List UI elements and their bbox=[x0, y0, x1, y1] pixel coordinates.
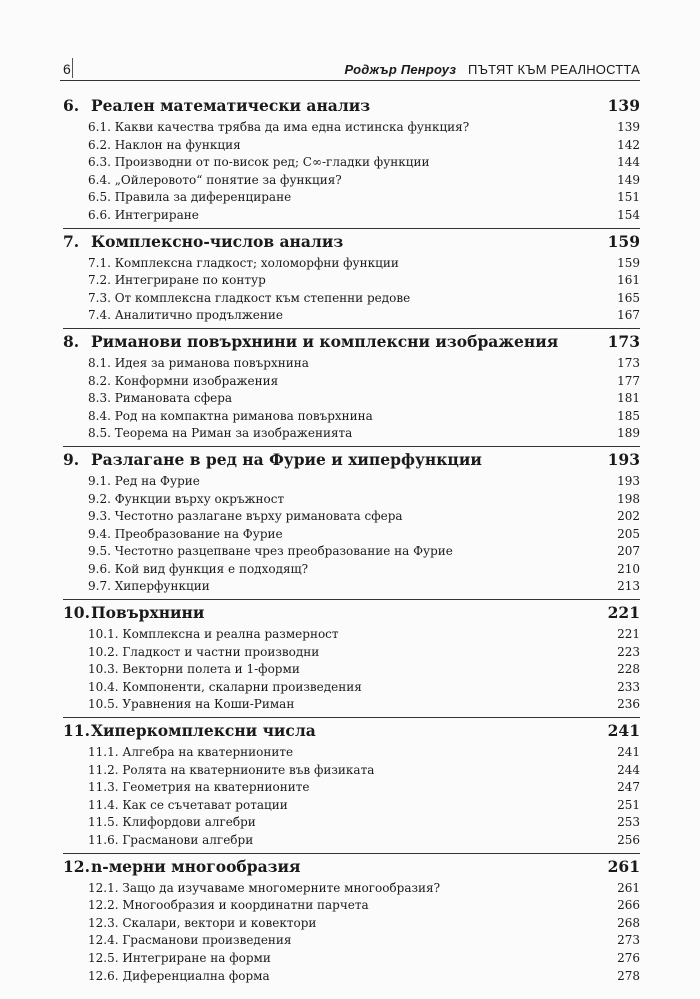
section-entry[interactable] bbox=[63, 744, 640, 762]
section-entry[interactable] bbox=[63, 644, 640, 662]
section-page-number: 173 bbox=[617, 355, 640, 370]
section-entry[interactable] bbox=[63, 915, 640, 933]
section-title: 6.5. Правила за диференциране bbox=[88, 190, 292, 205]
section-entry[interactable] bbox=[63, 119, 640, 137]
chapter-number: 12. bbox=[63, 856, 90, 876]
chapter-title: Разлагане в ред на Фурие и хиперфункции bbox=[91, 449, 482, 469]
section-title: 8.2. Конформни изображения bbox=[88, 373, 279, 388]
section-entry[interactable] bbox=[63, 932, 640, 950]
chapter-number: 11. bbox=[63, 721, 90, 741]
section-page-number: 151 bbox=[617, 190, 640, 205]
chapter-title: Реален математически анализ bbox=[91, 96, 371, 115]
section-page-number: 161 bbox=[617, 273, 640, 288]
section-page-number: 154 bbox=[617, 207, 640, 222]
page-header bbox=[0, 0, 700, 90]
chapter-title-group bbox=[63, 329, 558, 355]
running-head-author: Роджър Пенроуз bbox=[344, 62, 457, 77]
section-entry[interactable] bbox=[63, 762, 640, 780]
section-entry[interactable] bbox=[63, 172, 640, 190]
section-title: 6.2. Наклон на функция bbox=[88, 137, 241, 152]
section-title: 8.4. Род на компактна риманова повърхнина bbox=[88, 408, 373, 423]
section-page-number: 223 bbox=[617, 644, 640, 659]
section-entry[interactable] bbox=[63, 390, 640, 408]
toc-chapter bbox=[63, 93, 640, 225]
section-entry[interactable] bbox=[63, 880, 640, 898]
toc-chapter bbox=[63, 446, 640, 596]
section-title: 8.5. Теорема на Риман за изображенията bbox=[88, 426, 353, 441]
section-title: 7.3. От комплексна гладкост към степенни редове bbox=[88, 290, 411, 305]
section-title: 9.2. Функции върху окръжност bbox=[88, 491, 285, 506]
section-page-number: 213 bbox=[617, 579, 640, 594]
section-page-number: 165 bbox=[617, 290, 640, 305]
section-entry[interactable] bbox=[63, 290, 640, 308]
section-page-number: 181 bbox=[617, 391, 640, 406]
section-entry[interactable] bbox=[63, 154, 640, 172]
section-title: 10.1. Комплексна и реална размерност bbox=[88, 627, 339, 642]
section-entry[interactable] bbox=[63, 832, 640, 850]
section-entry[interactable] bbox=[63, 797, 640, 815]
section-entry[interactable] bbox=[63, 473, 640, 491]
section-title: 9.6. Кой вид функция е подходящ? bbox=[88, 561, 309, 576]
chapter-title-group bbox=[63, 600, 204, 626]
section-page-number: 256 bbox=[617, 833, 640, 847]
section-page-number: 241 bbox=[617, 745, 640, 760]
section-page-number: 207 bbox=[617, 544, 640, 559]
chapter-page-number: 173 bbox=[607, 331, 640, 351]
section-title: 12.4. Грасманови произведения bbox=[88, 933, 292, 948]
section-entry[interactable] bbox=[63, 255, 640, 273]
section-entry[interactable] bbox=[63, 543, 640, 561]
section-page-number: 261 bbox=[617, 880, 640, 895]
section-title: 11.4. Как се съчетават ротации bbox=[88, 797, 288, 812]
section-entry[interactable] bbox=[63, 679, 640, 697]
chapter-heading[interactable] bbox=[63, 93, 640, 119]
section-entry[interactable] bbox=[63, 373, 640, 391]
section-page-number: 202 bbox=[617, 509, 640, 524]
chapter-title: Риманови повърхнини и комплексни изображения bbox=[91, 331, 559, 351]
section-entry[interactable] bbox=[63, 950, 640, 968]
section-title: 7.1. Комплексна гладкост; холоморфни функции bbox=[88, 255, 399, 270]
toc-chapter bbox=[63, 599, 640, 714]
section-title: 9.5. Честотно разцепване чрез преобразование на Фурие bbox=[88, 544, 453, 559]
section-title: 11.5. Клифордови алгебри bbox=[88, 815, 256, 830]
section-page-number: 167 bbox=[617, 308, 640, 323]
section-title: 6.6. Интегриране bbox=[88, 207, 199, 222]
chapter-title-group bbox=[63, 854, 301, 880]
section-entry[interactable] bbox=[63, 307, 640, 325]
section-title: 10.5. Уравнения на Коши-Риман bbox=[88, 697, 295, 712]
chapter-page-number: 193 bbox=[607, 449, 640, 469]
section-page-number: 233 bbox=[617, 679, 640, 694]
section-title: 10.4. Компоненти, скаларни произведения bbox=[88, 679, 362, 694]
section-entry[interactable] bbox=[63, 626, 640, 644]
section-entry[interactable] bbox=[63, 578, 640, 596]
section-entry[interactable] bbox=[63, 137, 640, 155]
section-entry[interactable] bbox=[63, 355, 640, 373]
section-page-number: 247 bbox=[617, 780, 640, 795]
section-title: 12.2. Многообразия и координатни парчета bbox=[88, 898, 369, 913]
section-page-number: 236 bbox=[617, 697, 640, 712]
section-title: 6.1. Какви качества трябва да има една истинска функция? bbox=[88, 120, 470, 134]
section-entry[interactable] bbox=[63, 272, 640, 290]
chapter-title-group bbox=[63, 229, 343, 255]
chapter-title: Хиперкомплексни числа bbox=[91, 721, 316, 741]
section-page-number: 149 bbox=[617, 172, 640, 187]
section-page-number: 189 bbox=[617, 426, 640, 441]
section-title: 9.4. Преобразование на Фурие bbox=[88, 526, 283, 541]
section-title: 10.2. Гладкост и частни производни bbox=[88, 644, 320, 659]
chapter-page-number: 241 bbox=[607, 721, 640, 741]
section-title: 10.3. Векторни полета и 1-форми bbox=[88, 662, 300, 677]
chapter-number: 6. bbox=[63, 96, 80, 115]
section-page-number: 244 bbox=[617, 762, 640, 777]
section-title: 12.5. Интегриране на форми bbox=[88, 950, 271, 965]
section-page-number: 142 bbox=[617, 137, 640, 152]
section-title: 7.2. Интегриране по контур bbox=[88, 273, 266, 288]
chapter-heading[interactable] bbox=[63, 447, 640, 473]
section-page-number: 228 bbox=[617, 662, 640, 677]
header-rule bbox=[60, 80, 640, 81]
section-page-number: 268 bbox=[617, 915, 640, 930]
section-title: 6.4. „Ойлеровото“ понятие за функция? bbox=[88, 172, 342, 187]
section-title: 7.4. Аналитично продължение bbox=[88, 308, 283, 323]
toc-chapter bbox=[63, 328, 640, 443]
section-title: 9.1. Ред на Фурие bbox=[88, 473, 200, 488]
chapter-number: 7. bbox=[63, 231, 80, 251]
section-entry[interactable] bbox=[63, 696, 640, 714]
section-title: 6.3. Производни от по-висок ред; C∞-гладки функции bbox=[88, 155, 430, 170]
section-entry[interactable] bbox=[63, 491, 640, 509]
section-title: 11.2. Ролята на кватернионите във физиката bbox=[88, 762, 375, 777]
section-entry[interactable] bbox=[63, 897, 640, 915]
section-entry[interactable] bbox=[63, 526, 640, 544]
section-title: 12.1. Защо да изучаваме многомерните многообразия? bbox=[88, 880, 441, 895]
section-page-number: 221 bbox=[617, 627, 640, 642]
running-head bbox=[344, 62, 640, 77]
section-page-number: 159 bbox=[617, 255, 640, 270]
section-entry[interactable] bbox=[63, 408, 640, 426]
section-title: 9.7. Хиперфункции bbox=[88, 579, 210, 594]
running-head-title: ПЪТЯТ КЪМ РЕАЛНОСТТА bbox=[468, 62, 640, 77]
section-entry[interactable] bbox=[63, 189, 640, 207]
chapter-title: Повърхнини bbox=[91, 603, 205, 623]
chapter-page-number: 221 bbox=[607, 603, 640, 623]
chapter-heading[interactable] bbox=[63, 600, 640, 626]
section-title: 12.6. Диференциална форма bbox=[88, 968, 270, 983]
section-entry[interactable] bbox=[63, 779, 640, 797]
chapter-title: n-мерни многообразия bbox=[91, 856, 301, 876]
section-page-number: 253 bbox=[617, 815, 640, 830]
toc-chapter bbox=[63, 228, 640, 325]
section-page-number: 205 bbox=[617, 526, 640, 541]
section-title: 12.3. Скалари, вектори и ковектори bbox=[88, 915, 317, 930]
section-title: 9.3. Честотно разлагане върху римановата сфера bbox=[88, 509, 403, 524]
chapter-page-number: 159 bbox=[607, 231, 640, 251]
section-entry[interactable] bbox=[63, 508, 640, 526]
section-page-number: 251 bbox=[617, 797, 640, 812]
section-entry[interactable] bbox=[63, 814, 640, 832]
section-title: 8.1. Идея за риманова повърхнина bbox=[88, 355, 309, 370]
chapter-title: Комплексно-числов анализ bbox=[91, 231, 344, 251]
section-page-number: 210 bbox=[617, 561, 640, 576]
section-title: 11.6. Грасманови алгебри bbox=[88, 833, 254, 847]
table-of-contents bbox=[63, 93, 640, 985]
chapter-heading[interactable] bbox=[63, 718, 640, 744]
chapter-page-number: 261 bbox=[607, 856, 640, 876]
section-entry[interactable] bbox=[63, 561, 640, 579]
section-title: 8.3. Римановата сфера bbox=[88, 391, 233, 406]
section-page-number: 139 bbox=[617, 120, 640, 134]
chapter-number: 9. bbox=[63, 449, 80, 469]
chapter-page-number: 139 bbox=[607, 96, 640, 115]
section-title: 11.3. Геометрия на кватернионите bbox=[88, 780, 310, 795]
chapter-title-group bbox=[63, 718, 316, 744]
chapter-heading[interactable] bbox=[63, 229, 640, 255]
chapter-title-group bbox=[63, 447, 482, 473]
section-entry[interactable] bbox=[63, 207, 640, 225]
chapter-title-group bbox=[63, 93, 370, 119]
section-page-number: 185 bbox=[617, 408, 640, 423]
page-number: 6 bbox=[63, 61, 71, 77]
section-page-number: 198 bbox=[617, 491, 640, 506]
chapter-number: 8. bbox=[63, 331, 80, 351]
section-title: 11.1. Алгебра на кватернионите bbox=[88, 745, 294, 760]
chapter-number: 10. bbox=[63, 603, 90, 623]
chapter-heading[interactable] bbox=[63, 854, 640, 880]
section-page-number: 278 bbox=[617, 968, 640, 983]
page-number-separator bbox=[72, 58, 73, 78]
section-page-number: 273 bbox=[617, 933, 640, 948]
section-entry[interactable] bbox=[63, 425, 640, 443]
chapter-heading[interactable] bbox=[63, 329, 640, 355]
toc-chapter bbox=[63, 853, 640, 986]
section-page-number: 144 bbox=[617, 155, 640, 170]
toc-chapter bbox=[63, 717, 640, 850]
section-page-number: 193 bbox=[617, 473, 640, 488]
section-entry[interactable] bbox=[63, 661, 640, 679]
section-page-number: 177 bbox=[617, 373, 640, 388]
section-entry[interactable] bbox=[63, 968, 640, 986]
section-page-number: 266 bbox=[617, 898, 640, 913]
section-page-number: 276 bbox=[617, 950, 640, 965]
